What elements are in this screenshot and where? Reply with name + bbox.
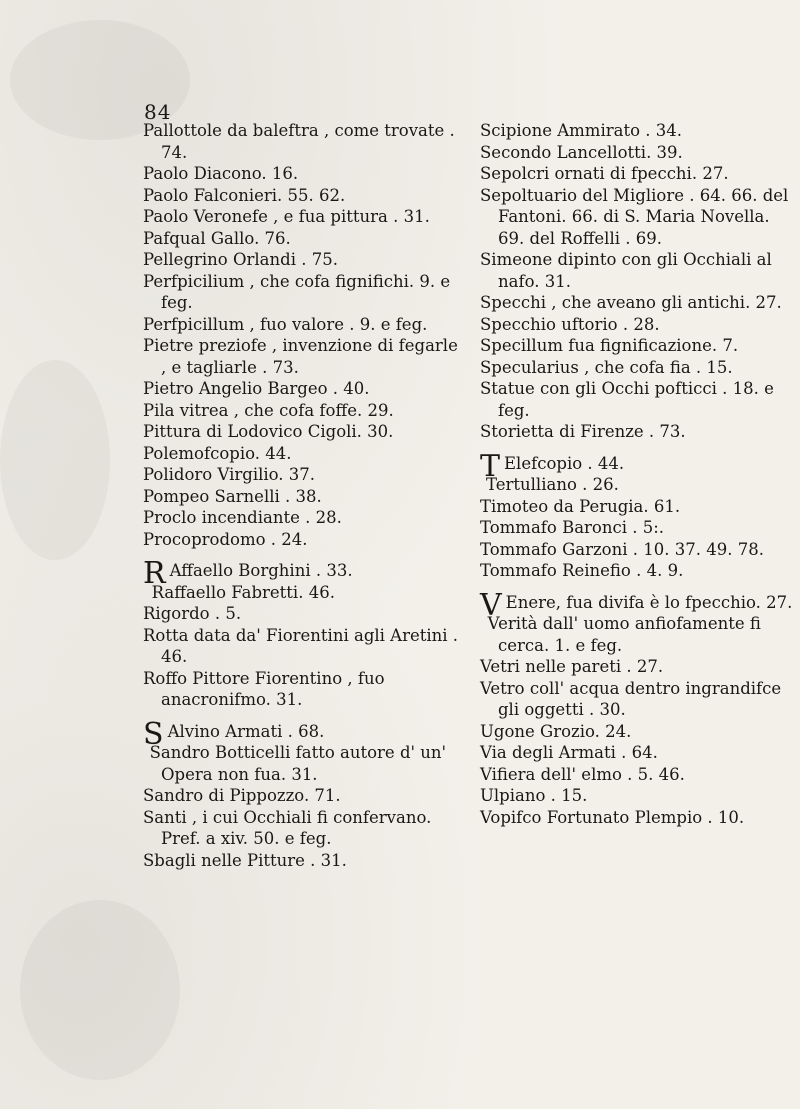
index-entry-text: Pietro Angelio Bargeo . 40. — [143, 379, 370, 398]
index-entry-text: Perfpicilium , che cofa fignifichi. 9. e feg. — [143, 271, 451, 312]
index-entry-text: Paolo Veronefe , e fua pittura . 31. — [143, 207, 430, 226]
index-entry — [143, 742, 461, 785]
index-entry-text: Rotta data da' Fiorentini agli Aretini . 46. — [143, 625, 459, 666]
index-entry-text: Sbagli nelle Pitture . 31. — [143, 850, 347, 870]
index-entry-text: Specchio uftorio . 28. — [480, 314, 660, 334]
index-entry-text: Specillum fua fignificazione. 7. — [480, 336, 739, 355]
section-gap — [143, 550, 461, 560]
index-entry — [480, 474, 800, 496]
index-entry-text: Santi , i cui Occhiali fi confervano. Pref. a xiv. 50. e feg. — [143, 807, 432, 848]
index-entry — [143, 120, 461, 163]
index-entry-text: Sandro Botticelli fatto autore d' un' Opera non fua. 31. — [149, 743, 447, 784]
index-entry — [143, 625, 461, 668]
index-column-left — [143, 120, 461, 871]
index-entry-text: Vetri nelle pareti . 27. — [480, 657, 664, 676]
index-entry — [480, 421, 800, 443]
index-entry — [480, 742, 800, 764]
index-entry-text: Procoprodomo . 24. — [143, 529, 308, 549]
index-entry-text: Verità dall' uomo anfiofamente fi cerca. 1. e feg. — [487, 614, 761, 655]
index-entry — [143, 507, 461, 529]
initial-letter: S — [143, 716, 164, 752]
index-entry — [480, 517, 800, 539]
section-gap — [480, 582, 800, 592]
index-entry — [143, 400, 461, 422]
index-entry — [480, 142, 800, 164]
index-entry-text: Specularius , che cofa fia . 15. — [480, 357, 733, 377]
paper-stain — [0, 360, 110, 560]
index-entry-text: Pittura di Lodovico Cigoli. 30. — [143, 422, 394, 441]
index-entry — [143, 850, 461, 872]
index-entry-text: Polemofcopio. 44. — [143, 443, 292, 463]
index-entry-text: Specchi , che aveano gli antichi. 27. — [480, 293, 782, 312]
index-entry — [480, 587, 800, 623]
index-entry-text: Pellegrino Orlandi . 75. — [143, 250, 338, 269]
index-entry — [143, 603, 461, 625]
index-entry — [143, 529, 461, 551]
index-entry — [480, 163, 800, 185]
index-entry-text: Perfpicillum , fuo valore . 9. e feg. — [143, 314, 428, 334]
index-entry — [480, 378, 800, 421]
index-entry — [480, 249, 800, 292]
section-gap — [143, 711, 461, 721]
index-entry — [143, 206, 461, 228]
initial-letter: T — [480, 448, 501, 484]
index-entry — [143, 785, 461, 807]
index-entry-text: Via degli Armati . 64. — [480, 743, 658, 762]
index-entry — [480, 292, 800, 314]
index-entry — [143, 271, 461, 314]
index-entry-text: Elefcopio . 44. — [504, 453, 625, 473]
index-entry-text: Pafqual Gallo. 76. — [143, 228, 291, 248]
initial-letter: R — [143, 556, 166, 591]
index-entry-text: Pietre preziofe , invenzione di fegarle , e tagliarle . 73. — [143, 336, 458, 377]
index-entry — [143, 335, 461, 378]
index-entry-text: Tertulliano . 26. — [486, 475, 619, 494]
index-entry — [143, 378, 461, 400]
index-entry — [143, 807, 461, 850]
index-entry-text: Scipione Ammirato . 34. — [480, 121, 682, 140]
page-number: 84 — [144, 100, 172, 124]
index-entry-text: Tommafo Reinefio . 4. 9. — [480, 561, 684, 580]
index-entry — [480, 448, 800, 484]
index-entry-text: Simeone dipinto con gli Occhiali al nafo. 31. — [480, 250, 772, 291]
index-entry-text: Roffo Pittore Fiorentino , fuo anacronifmo. 31. — [143, 668, 385, 709]
index-entry — [143, 421, 461, 443]
index-entry-text: Statue con gli Occhi pofticci . 18. e feg. — [480, 379, 774, 420]
index-entry — [143, 716, 461, 752]
index-entry — [143, 163, 461, 185]
index-entry — [480, 335, 800, 357]
index-entry — [480, 539, 800, 561]
index-entry — [480, 560, 800, 582]
index-entry-text: Enere, fua divifa è lo fpecchio. 27. — [505, 592, 793, 612]
index-entry-text: Ulpiano . 15. — [480, 786, 588, 805]
index-entry-text: Proclo incendiante . 28. — [143, 508, 342, 527]
index-entry-text: Paolo Falconieri. 55. 62. — [143, 185, 346, 205]
index-entry-text: Tommafo Baronci . 5:. — [480, 518, 665, 537]
index-entry — [480, 185, 800, 250]
index-entry-text: Secondo Lancellotti. 39. — [480, 142, 683, 162]
index-entry-text: Sepolcri ornati di fpecchi. 27. — [480, 164, 729, 183]
index-entry — [480, 314, 800, 336]
index-entry — [480, 721, 800, 743]
index-entry — [143, 443, 461, 465]
index-entry-text: Vetro coll' acqua dentro ingrandifce gli oggetti . 30. — [480, 678, 782, 719]
index-entry-text: Vifiera dell' elmo . 5. 46. — [480, 764, 685, 784]
paper-stain — [20, 900, 180, 1080]
index-entry — [480, 357, 800, 379]
index-entry — [480, 807, 800, 829]
index-entry — [143, 464, 461, 486]
index-entry-text: Affaello Borghini . 33. — [169, 561, 353, 580]
index-entry-text: Pallottole da baleftra , come trovate . 74. — [143, 121, 455, 162]
index-entry — [480, 613, 800, 656]
index-entry — [480, 656, 800, 678]
index-entry — [480, 496, 800, 518]
index-entry — [143, 556, 461, 591]
index-entry-text: Sepoltuario del Migliore . 64. 66. del Fantoni. 66. di S. Maria Novella. 69. del Roffelli . 69. — [480, 185, 789, 248]
index-entry-text: Paolo Diacono. 16. — [143, 164, 299, 183]
index-entry-text: Pila vitrea , che cofa foffe. 29. — [143, 400, 394, 420]
index-entry — [143, 185, 461, 207]
index-entry — [143, 582, 461, 604]
index-entry-text: Storietta di Firenze . 73. — [480, 422, 686, 441]
index-entry-text: Rigordo . 5. — [143, 604, 242, 623]
section-gap — [480, 443, 800, 453]
index-entry-text: Alvino Armati . 68. — [167, 721, 325, 741]
index-entry-text: Sandro di Pippozzo. 71. — [143, 786, 341, 805]
index-entry — [480, 120, 800, 142]
index-entry — [480, 764, 800, 786]
index-entry — [143, 486, 461, 508]
index-column-right — [480, 120, 800, 828]
index-entry — [143, 228, 461, 250]
index-entry-text: Pompeo Sarnelli . 38. — [143, 486, 322, 506]
index-entry-text: Vopifco Fortunato Plempio . 10. — [480, 807, 745, 827]
index-entry — [480, 678, 800, 721]
index-entry — [143, 668, 461, 711]
index-entry-text: Tommafo Garzoni . 10. 37. 49. 78. — [480, 539, 764, 559]
index-entry-text: Ugone Grozio. 24. — [480, 721, 632, 741]
index-entry — [143, 249, 461, 271]
index-entry — [143, 314, 461, 336]
index-entry-text: Polidoro Virgilio. 37. — [143, 465, 316, 484]
index-entry-text: Timoteo da Perugia. 61. — [480, 496, 681, 516]
initial-letter: V — [480, 587, 502, 623]
index-entry-text: Raffaello Fabretti. 46. — [151, 582, 335, 602]
index-entry — [480, 785, 800, 807]
